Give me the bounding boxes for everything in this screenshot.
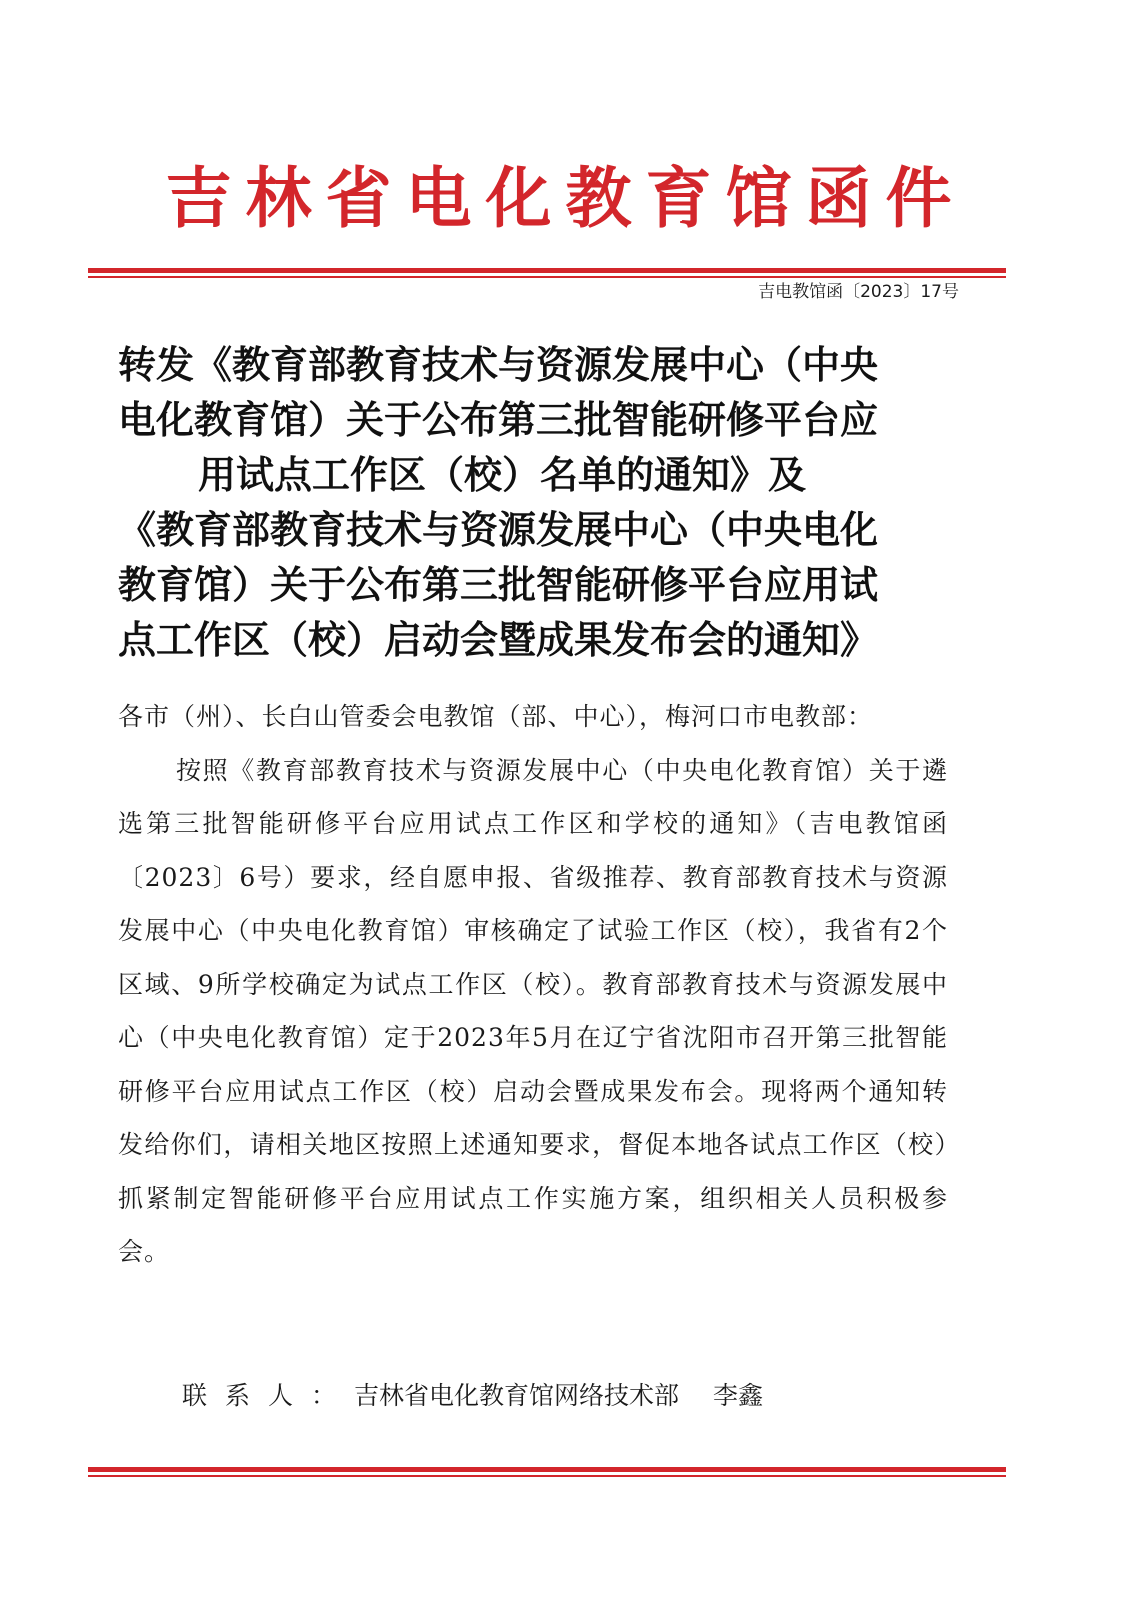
document-body — [118, 690, 948, 1279]
footer-red-rule-thin — [88, 1475, 1006, 1477]
title-line: 转发《教育部教育技术与资源发展中心（中央 — [118, 343, 879, 387]
title-line: 教育馆）关于公布第三批智能研修平台应用试 — [118, 563, 879, 607]
title-line: 电化教育馆）关于公布第三批智能研修平台应 — [118, 398, 879, 442]
footer-red-rule — [88, 1467, 1006, 1472]
document-title — [118, 338, 948, 668]
header-red-rule — [88, 268, 1006, 273]
contact-line — [182, 1376, 763, 1416]
contact-label: 联系人： — [182, 1381, 355, 1410]
contact-person: 李鑫 — [713, 1381, 764, 1410]
title-line: 《教育部教育技术与资源发展中心（中央电化 — [118, 508, 879, 552]
salutation: 各市（州）、长白山管委会电教馆（部、中心），梅河口市电教部： — [118, 702, 874, 731]
title-line: 点工作区（校）启动会暨成果发布会的通知》 — [118, 618, 879, 662]
document-number: 吉电教馆函〔2023〕17号 — [758, 282, 959, 302]
document-masthead: 吉林省电化教育馆函件 — [165, 159, 966, 237]
title-line: 用试点工作区（校）名单的通知》及 — [198, 453, 807, 497]
body-paragraph: 按照《教育部教育技术与资源发展中心（中央电化教育馆）关于遴选第三批智能研修平台应用试点工作区和学校的通知》（吉电教馆函〔2023〕6号）要求，经自愿申报、省级推荐、教育部教育技术与资源发展中心（中央电化教育馆）审核确定了试验工作区（校），我省有2个区域、9所学校确定为试点工作区（校）。教育部教育技术与资源发展中心（中央电化教育馆）定于2023年5月在辽宁省沈阳市召开第三批智能研修平台应用试点工作区（校）启动会暨成果发布会。现将两个通知转发给你们，请相关地区按照上述通知要求，督促本地各试点工作区（校）抓紧制定智能研修平台应用试点工作实施方案，组织相关人员积极参会。 — [118, 755, 948, 1266]
contact-department: 吉林省电化教育馆网络技术部 — [354, 1381, 680, 1410]
header-red-rule-thin — [88, 276, 1006, 278]
